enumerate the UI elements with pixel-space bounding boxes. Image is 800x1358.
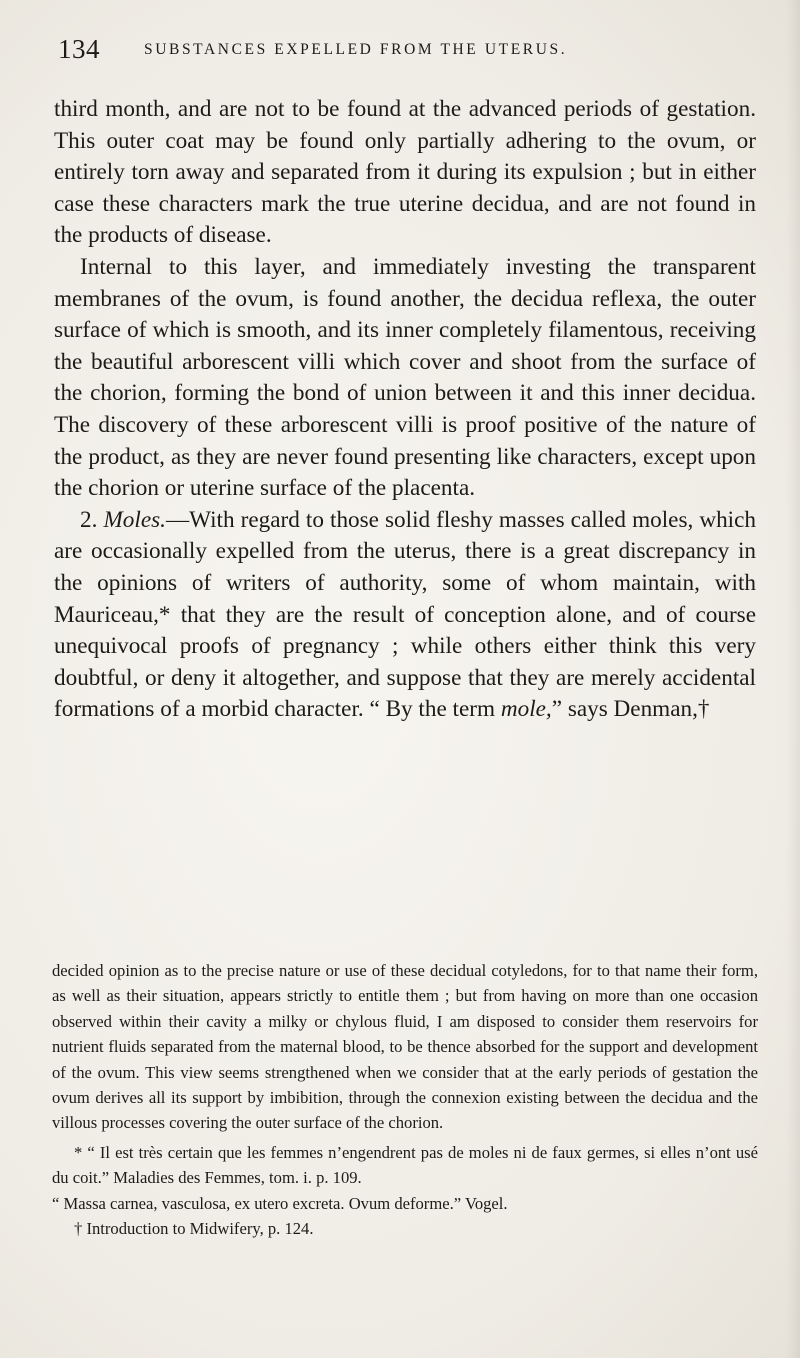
moles-text-b: ” says Denman,† [551,696,710,723]
moles-italic-term: mole, [500,696,552,723]
main-text [54,94,756,726]
running-head: SUBSTANCES EXPELLED FROM THE UTERUS. [144,41,568,58]
footnote-star-b: “ Massa carnea, vasculosa, ex utero excreta. Ovum deforme.” Vogel. [52,1193,508,1213]
moles-text-a: —With regard to those solid fleshy masses called moles, which are occasionally expelled from the uterus, there is a great discrepancy in the opinions of writers of authority, some of whom maintain, with Mauriceau,* that they are the result of conception alone, and of course unequivocal proofs of pregnancy ; while others either think this very doubtful, or deny it altogether, and suppose that they are merely accidental formations of a morbid character. “ By the term [54,506,757,723]
section-number: 2. [80,506,98,533]
footnote-continued: decided opinion as to the precise nature or use of these decidual cotyledons, for to that name their form, as well as their situation, appears strictly to entitle them ; but from having on more than one occasion observed within their cavity a milky or chylous fluid, I am disposed to consider them reservoirs for nutrient fluids separated from the maternal blood, to be thence absorbed for the support and development of the ovum. This view seems strengthened when we consider that at the early periods of gestation the ovum derives all its support by imbibition, through the connexion existing between the decidua and the villous processes covering the outer surface of the chorion. [52,961,758,1133]
paragraph-outer-coat: third month, and are not to be found at the advanced periods of gestation. This outer coat may be found only partially adhering to the ovum, or entirely torn away and separated from it during its expulsion ; but in either case these characters mark the true uterine decidua, and are not found in the products of disease. [54,96,756,249]
paragraph-moles [54,505,756,726]
paragraph-decidua-reflexa: Internal to this layer, and immediately investing the transparent membranes of the ovum, is found another, the decidua reflexa, the outer surface of which is smooth, and its inner completely filamentous, receiving the beautiful arborescent villi which cover and shoot from the surface of the chorion, forming the bond of union between it and this inner decidua. The discovery of these arborescent villi is proof positive of the nature of the product, as they are never found presenting like characters, except upon the chorion or uterine surface of the placenta. [54,253,756,502]
page-header [58,34,758,74]
footnote-star-a: * “ Il est très certain que les femmes n’engendrent pas de moles ni de faux germes, si elles n’ont usé du coit.” Maladies des Femmes, tom. i. p. 109. [52,1142,758,1188]
page-number: 134 [58,34,100,64]
footnotes [52,958,758,1241]
footnote-dagger: † Introduction to Midwifery, p. 124. [74,1219,314,1239]
section-heading: Moles. [103,506,166,533]
page-edge-shadow [786,0,800,1358]
